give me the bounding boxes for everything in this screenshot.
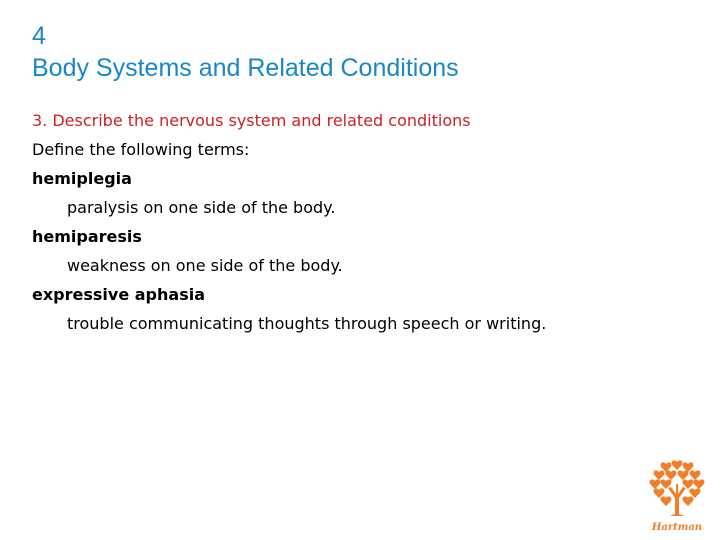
term-hemiplegia: hemiplegia	[32, 169, 132, 188]
definition-hemiplegia: paralysis on one side of the body.	[67, 198, 336, 217]
chapter-number: 4	[32, 22, 46, 50]
slide-title	[32, 20, 459, 84]
hartman-logo	[646, 458, 708, 534]
definition-hemiparesis: weakness on one side of the body.	[67, 256, 343, 275]
definition-expressive-aphasia: trouble communicating thoughts through speech or writing.	[67, 314, 547, 333]
term-hemiparesis: hemiparesis	[32, 227, 142, 246]
learning-objective: 3. Describe the nervous system and related conditions	[32, 111, 471, 130]
slide-content	[32, 106, 702, 338]
chapter-title: Body Systems and Related Conditions	[32, 54, 459, 82]
tree-of-hearts-icon	[650, 460, 705, 516]
logo-wordmark: Hartman	[651, 522, 703, 533]
intro-text: Define the following terms:	[32, 140, 250, 159]
term-expressive-aphasia: expressive aphasia	[32, 285, 205, 304]
